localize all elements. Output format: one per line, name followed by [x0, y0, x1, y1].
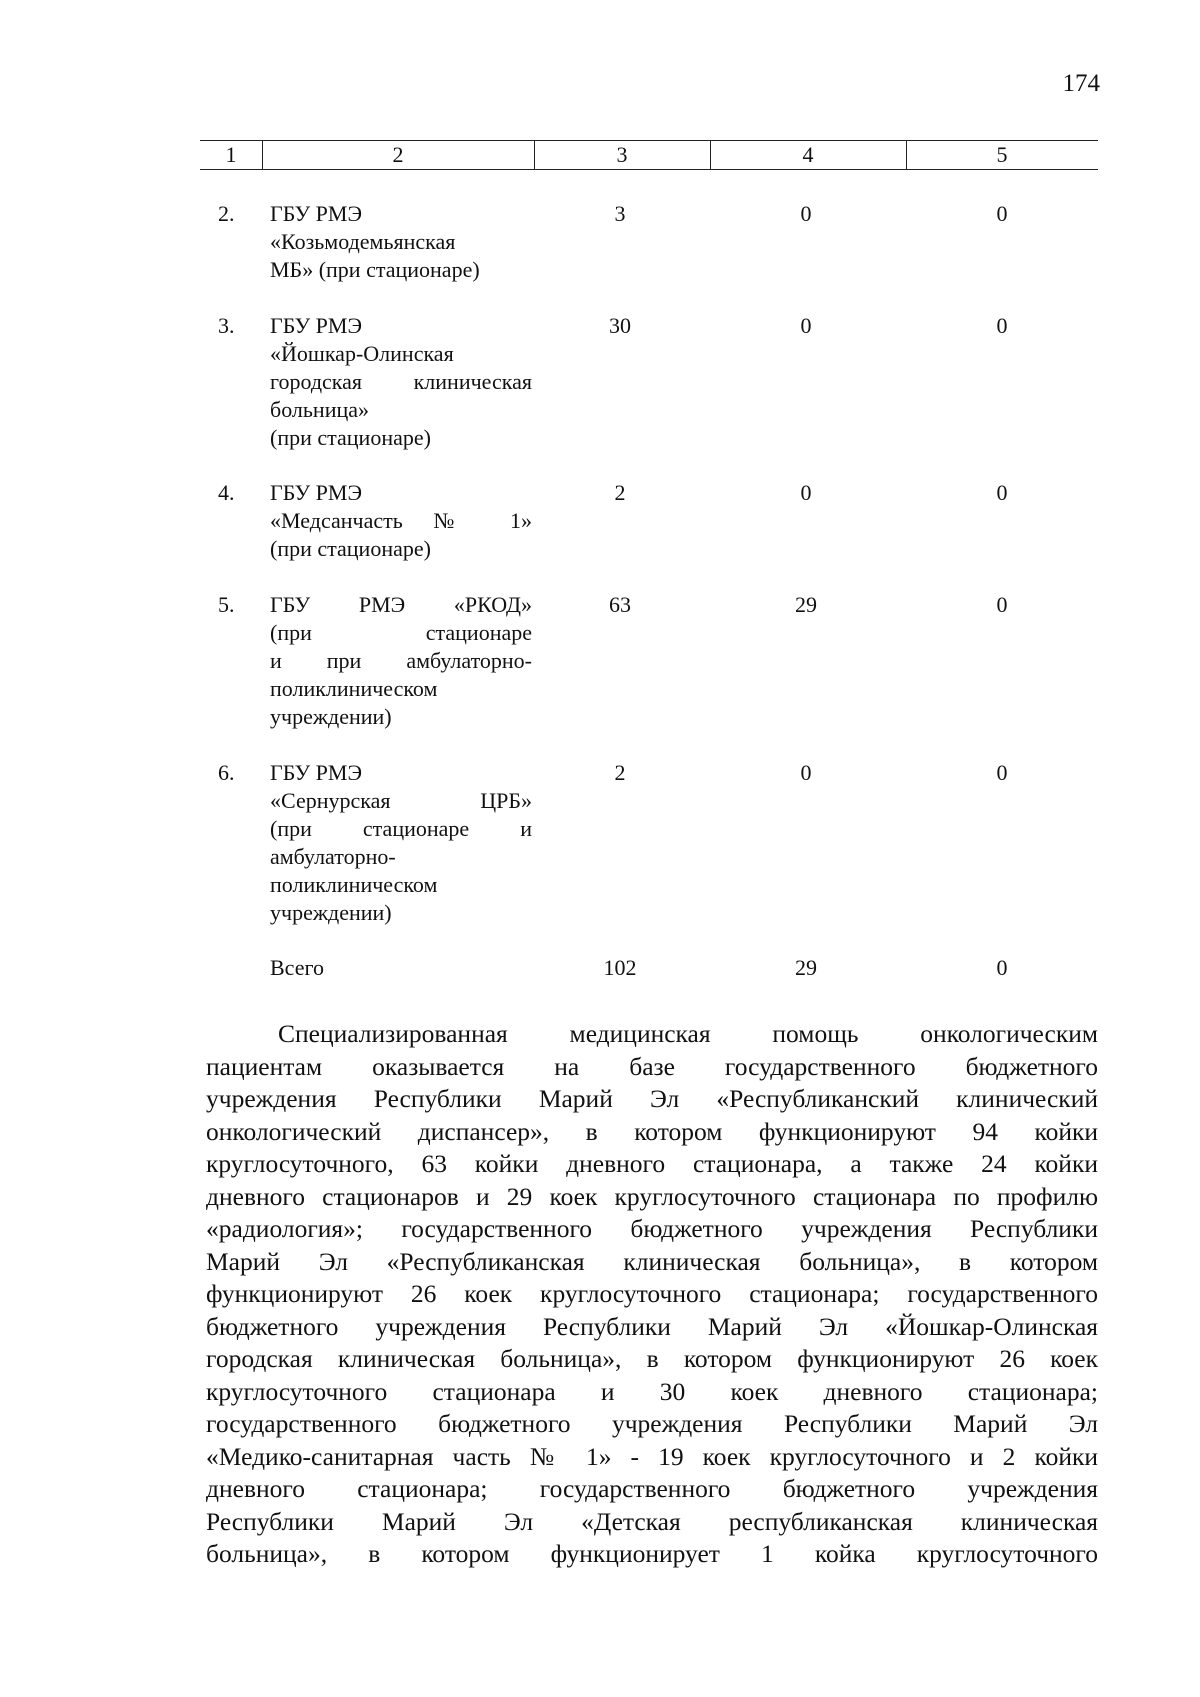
institution-name [270, 312, 532, 452]
row-number: 2. [218, 201, 235, 226]
total-col4: 29 [795, 955, 817, 980]
institution-name-line: ГБУ РМЭ «РКОД» [270, 592, 532, 617]
column-header-5: 5 [996, 142, 1008, 167]
institution-name-line: «Йошкар-Олинская [270, 341, 454, 366]
column-header-4: 4 [802, 142, 814, 167]
cell-col5: 0 [996, 201, 1008, 226]
institution-name [270, 200, 532, 284]
paragraph-line: Марий Эл «Республиканская клиническая больница», в котором [206, 1246, 1098, 1276]
total-col3: 102 [603, 955, 637, 980]
institution-name-line: ГБУ РМЭ [270, 760, 362, 785]
paragraph-line: городская клиническая больница», в котором функционируют 26 коек [206, 1344, 1098, 1373]
total-label [270, 954, 532, 982]
row-number: 4. [218, 480, 235, 505]
paragraph-line: онкологический диспансер», в котором функционируют 94 койки [206, 1116, 1098, 1146]
paragraph-line: «радиология»; государственного бюджетного учреждения Республики [206, 1214, 1098, 1243]
institution-name-line: «Козьмодемьянская [270, 229, 456, 254]
row-number: 5. [218, 592, 235, 617]
cell-col3: 2 [614, 480, 626, 505]
total-label-text: Всего [270, 955, 324, 980]
table-header-top-rule [200, 140, 1098, 141]
cell-col3: 2 [614, 760, 626, 785]
institution-name-line: ГБУ РМЭ [270, 201, 362, 226]
row-number: 6. [218, 760, 235, 785]
total-col5: 0 [996, 955, 1008, 980]
row-number: 3. [218, 313, 235, 338]
institution-name-line: МБ» (при стационаре) [270, 257, 480, 282]
column-header-2: 2 [392, 142, 404, 167]
paragraph-line: Республики Марий Эл «Детская республиканская клиническая [206, 1506, 1098, 1536]
institution-name [270, 479, 532, 563]
institution-name-line: городская клиническая [270, 369, 532, 394]
table-header [200, 140, 1098, 170]
institution-name-line: (при стационаре) [270, 536, 431, 561]
institution-name [270, 591, 532, 731]
institution-name-line: (при стационаре) [270, 425, 431, 450]
cell-col4: 0 [800, 201, 812, 226]
institution-name-line: учреждении) [270, 704, 392, 729]
paragraph-line: круглосуточного стационара и 30 коек дневного стационара; [206, 1376, 1098, 1406]
institution-name-line: «Сернурская ЦРБ» [270, 788, 532, 813]
institution-name-line: больница» [270, 397, 369, 422]
paragraph-line: Специализированная медицинская помощь онкологическим [278, 1019, 1098, 1048]
page-number: 174 [1062, 70, 1100, 97]
cell-col4: 0 [800, 313, 812, 338]
cell-col5: 0 [996, 480, 1008, 505]
cell-col5: 0 [996, 313, 1008, 338]
paragraph-line: больница», в котором функционирует 1 койка круглосуточного [206, 1539, 1098, 1568]
paragraph-line: пациентам оказывается на базе государственного бюджетного [206, 1051, 1098, 1081]
cell-col5: 0 [996, 592, 1008, 617]
cell-col5: 0 [996, 760, 1008, 785]
institution-name-line: «Медсанчасть № 1» [270, 508, 532, 533]
paragraph-line: функционируют 26 коек круглосуточного стационара; государственного [206, 1279, 1098, 1308]
institution-name-line: учреждении) [270, 900, 392, 925]
body-paragraph [206, 1018, 1098, 1571]
paragraph-line: дневного стационаров и 29 коек круглосуточного стационара по профилю [206, 1181, 1098, 1211]
paragraph-line: бюджетного учреждения Республики Марий Эл «Йошкар-Олинская [206, 1311, 1098, 1341]
table-header-bottom-rule [200, 169, 1098, 170]
paragraph-line: «Медико-санитарная часть № 1» - 19 коек круглосуточного и 2 койки [206, 1441, 1098, 1471]
column-header-1: 1 [225, 142, 237, 167]
institution-name-line: ГБУ РМЭ [270, 480, 362, 505]
cell-col4: 0 [800, 480, 812, 505]
institution-name-line: поликлиническом [270, 872, 438, 897]
cell-col3: 63 [609, 592, 631, 617]
paragraph-line: государственного бюджетного учреждения Республики Марий Эл [206, 1409, 1098, 1438]
cell-col3: 3 [614, 201, 626, 226]
institution-name-line: амбулаторно- [270, 844, 396, 869]
cell-col3: 30 [609, 313, 631, 338]
institution-name-line: поликлиническом [270, 676, 438, 701]
institution-name-line: (при стационаре [270, 620, 532, 645]
institution-name [270, 759, 532, 927]
paragraph-line: учреждения Республики Марий Эл «Республиканский клинический [206, 1084, 1098, 1113]
institution-name-line: и при амбулаторно- [270, 648, 532, 673]
paragraph-line: дневного стационара; государственного бюджетного учреждения [206, 1474, 1098, 1503]
cell-col4: 29 [795, 592, 817, 617]
institution-name-line: ГБУ РМЭ [270, 313, 362, 338]
institution-name-line: (при стационаре и [270, 816, 532, 841]
column-header-3: 3 [616, 142, 628, 167]
cell-col4: 0 [800, 760, 812, 785]
paragraph-line: круглосуточного, 63 койки дневного стационара, а также 24 койки [206, 1149, 1098, 1178]
